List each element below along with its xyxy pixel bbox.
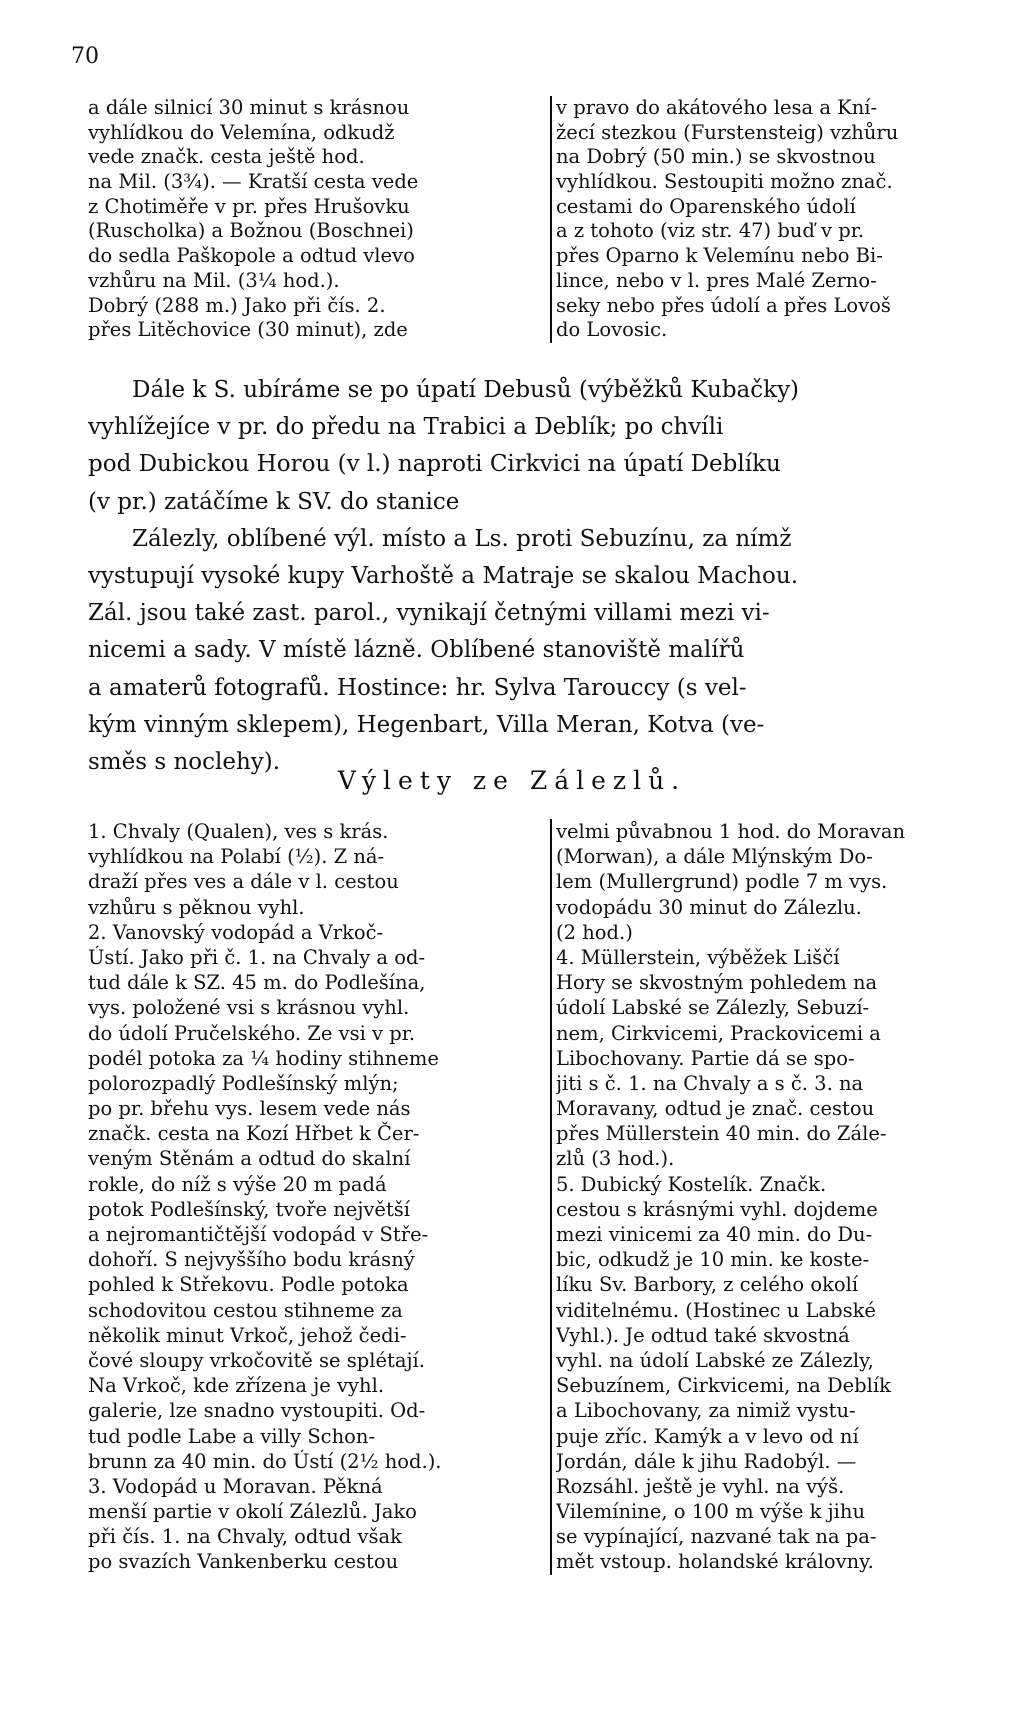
text-line: 4. Müllerstein, výběžek Liščí [556, 945, 840, 969]
text-line: Dále k S. ubíráme se po úpatí Debusů (výběžků Kubačky) [132, 377, 800, 403]
text-line: cestami do Oparenského údolí [556, 194, 856, 218]
text-line: tud dále k SZ. 45 m. do Podlešína, [88, 971, 426, 995]
text-line: pohled k Střekovu. Podle potoka [88, 1273, 409, 1297]
text-line: 1. Chvaly (Qualen), ves s krás. [88, 820, 389, 843]
top-two-column-block [88, 96, 1014, 343]
text-line: Rozsáhl. ještě je vyhl. na výš. [556, 1474, 845, 1498]
text-line: při čís. 1. na Chvaly, odtud však [88, 1525, 402, 1549]
text-line: z Chotiměře v pr. přes Hrušovku [88, 194, 410, 218]
text-line: směs s noclehy). [88, 748, 281, 775]
text-line: do sedla Paškopole a odtud vlevo [88, 244, 415, 268]
text-line: jiti s č. 1. na Chvaly a s č. 3. na [556, 1071, 864, 1095]
text-line: (v pr.) zatáčíme k SV. do stanice [88, 488, 460, 515]
text-line: (Morwan), a dále Mlýnským Do- [556, 845, 873, 869]
text-line: Dobrý (288 m.) Jako při čís. 2. [88, 293, 386, 317]
text-line: nem, Cirkvicemi, Prackovicemi a [556, 1021, 881, 1045]
text-line: Ústí. Jako při č. 1. na Chvaly a od- [88, 945, 426, 969]
text-line: líku Sv. Barbory, z celého okolí [556, 1273, 859, 1297]
text-line: vede značk. cesta ještě hod. [88, 145, 365, 169]
bottom-right-column [552, 819, 1014, 1575]
text-line: přes Oparno k Velemínu nebo Bi- [556, 244, 883, 268]
text-line: Libochovany. Partie dá se spo- [556, 1046, 855, 1070]
text-line: vyhlídkou na Polabí (½). Z ná- [88, 845, 385, 869]
text-line: Na Vrkoč, kde zřízena je vyhl. [88, 1374, 385, 1398]
text-line: brunn za 40 min. do Ústí (2½ hod.). [88, 1449, 442, 1473]
text-line: bic, odkudž je 10 min. ke koste- [556, 1248, 870, 1272]
text-line: a nejromantičtější vodopád v Stře- [88, 1223, 429, 1246]
text-line: Zál. jsou také zast. parol., vynikají četnými villami mezi vi- [88, 600, 770, 627]
text-line: podél potoka za ¼ hodiny stihneme [88, 1046, 439, 1070]
text-line: dohoří. S nejvyššího bodu krásný [88, 1248, 415, 1272]
text-line: a dále silnicí 30 minut s krásnou [88, 96, 410, 119]
text-line: mět vstoup. holandské královny. [556, 1550, 874, 1574]
text-line: rokle, do níž s výše 20 m padá [88, 1172, 387, 1196]
text-line: do údolí Pručelského. Ze vsi v pr. [88, 1021, 416, 1045]
text-line: po pr. břehu vys. lesem vede nás [88, 1097, 411, 1121]
top-right-column [552, 96, 1014, 343]
text-line: menší partie v okolí Zálezlů. Jako [88, 1500, 417, 1524]
text-line: na Mil. (3¾). — Kratší cesta vede [88, 170, 419, 194]
text-line: Zálezly, oblíbené výl. místo a Ls. proti Sebuzínu, za nímž [132, 525, 792, 552]
text-line: vys. položené vsi s krásnou vyhl. [88, 996, 410, 1020]
text-line: vzhůru na Mil. (3¼ hod.). [88, 268, 340, 292]
text-line: mezi vinicemi za 40 min. do Du- [556, 1223, 873, 1246]
text-line: na Dobrý (50 min.) se skvostnou [556, 145, 876, 169]
text-line: schodovitou cestou stihneme za [88, 1298, 403, 1322]
text-line: 3. Vodopád u Moravan. Pěkná [88, 1474, 383, 1498]
text-line: galerie, lze snadno vystoupiti. Od- [88, 1399, 426, 1423]
text-line: čové sloupy vrkočovitě se splétají. [88, 1348, 425, 1372]
text-line: několik minut Vrkoč, jehož čedi- [88, 1323, 407, 1347]
text-line: Vilemínine, o 100 m výše k jihu [556, 1500, 866, 1524]
text-line: seky nebo přes údolí a přes Lovoš [556, 293, 891, 317]
text-line: a Libochovany, za nimiž vystu- [556, 1399, 856, 1423]
text-line: vyhlížejíce v pr. do předu na Trabici a Deblík; po chvíli [88, 414, 724, 441]
text-line: 2. Vanovský vodopád a Vrkoč- [88, 920, 384, 944]
text-line: v pravo do akátového lesa a Kní- [556, 96, 878, 119]
page-number: 70 [71, 44, 99, 69]
text-line: (Ruscholka) a Božnou (Boschnei) [88, 219, 414, 243]
text-line: vyhlídkou. Sestoupiti možno znač. [556, 170, 893, 194]
text-line: lem (Mullergrund) podle 7 m vys. [556, 870, 888, 894]
text-line: velmi půvabnou 1 hod. do Moravan [556, 820, 906, 843]
text-line: a z tohoto (viz str. 47) buď v pr. [556, 219, 865, 243]
text-line: zlů (3 hod.). [556, 1147, 675, 1171]
text-line: a amaterů fotografů. Hostince: hr. Sylva Tarouccy (s vel- [88, 674, 747, 701]
bottom-two-column-block [88, 819, 1014, 1575]
text-line: přes Litěchovice (30 minut), zde [88, 318, 408, 342]
text-line: draží přes ves a dále v l. cestou [88, 870, 399, 894]
text-line: žecí stezkou (Furstensteig) vzhůru [556, 120, 899, 144]
text-line: se vypínající, nazvané tak na pa- [556, 1525, 877, 1549]
text-line: 5. Dubický Kostelík. Značk. [556, 1172, 827, 1196]
text-line: potok Podlešínský, tvoře největší [88, 1197, 411, 1221]
text-line: po svazích Vankenberku cestou [88, 1550, 399, 1574]
text-line: vyhlídkou do Velemína, odkudž [88, 120, 395, 144]
bottom-left-column [88, 819, 552, 1575]
section-heading: Výlety ze Zálezlů. [337, 766, 687, 795]
text-line: značk. cesta na Kozí Hřbet k Čer- [88, 1122, 420, 1146]
text-line: přes Müllerstein 40 min. do Zále- [556, 1122, 887, 1146]
text-line: (2 hod.) [556, 920, 633, 944]
text-line: Jordán, dále k jihu Radobýl. — [556, 1449, 857, 1473]
text-line: viditelnému. (Hostinec u Labské [556, 1298, 876, 1322]
text-line: vzhůru s pěknou vyhl. [88, 895, 305, 919]
text-line: cestou s krásnými vyhl. dojdeme [556, 1197, 878, 1221]
text-line: nicemi a sady. V místě lázně. Oblíbené stanoviště malířů [88, 637, 745, 664]
text-line: Vyhl.). Je odtud také skvostná [556, 1323, 850, 1347]
text-line: vyhl. na údolí Labské ze Zálezly, [556, 1348, 874, 1372]
text-line: Hory se skvostným pohledem na [556, 971, 878, 995]
full-width-paragraph [88, 372, 1010, 781]
text-line: lince, nebo v l. pres Malé Zerno- [556, 268, 877, 292]
text-line: údolí Labské se Zálezly, Sebuzí- [556, 996, 870, 1020]
text-line: polorozpadlý Podlešínský mlýn; [88, 1071, 399, 1095]
text-line: pod Dubickou Horou (v l.) naproti Cirkvici na úpatí Deblíku [88, 451, 781, 478]
text-line: kým vinným sklepem), Hegenbart, Villa Meran, Kotva (ve- [88, 711, 765, 738]
top-left-column [88, 96, 552, 343]
text-line: Sebuzínem, Cirkvicemi, na Deblík [556, 1374, 891, 1398]
text-line: veným Stěnám a odtud do skalní [88, 1147, 411, 1171]
text-line: puje zříc. Kamýk a v levo od ní [556, 1424, 859, 1448]
text-line: vystupují vysoké kupy Varhoště a Matraje se skalou Machou. [88, 562, 799, 589]
text-line: do Lovosic. [556, 318, 668, 342]
text-line: tud podle Labe a villy Schon- [88, 1424, 376, 1448]
text-line: vodopádu 30 minut do Zálezlu. [556, 895, 862, 919]
text-line: Moravany, odtud je znač. cestou [556, 1097, 875, 1121]
